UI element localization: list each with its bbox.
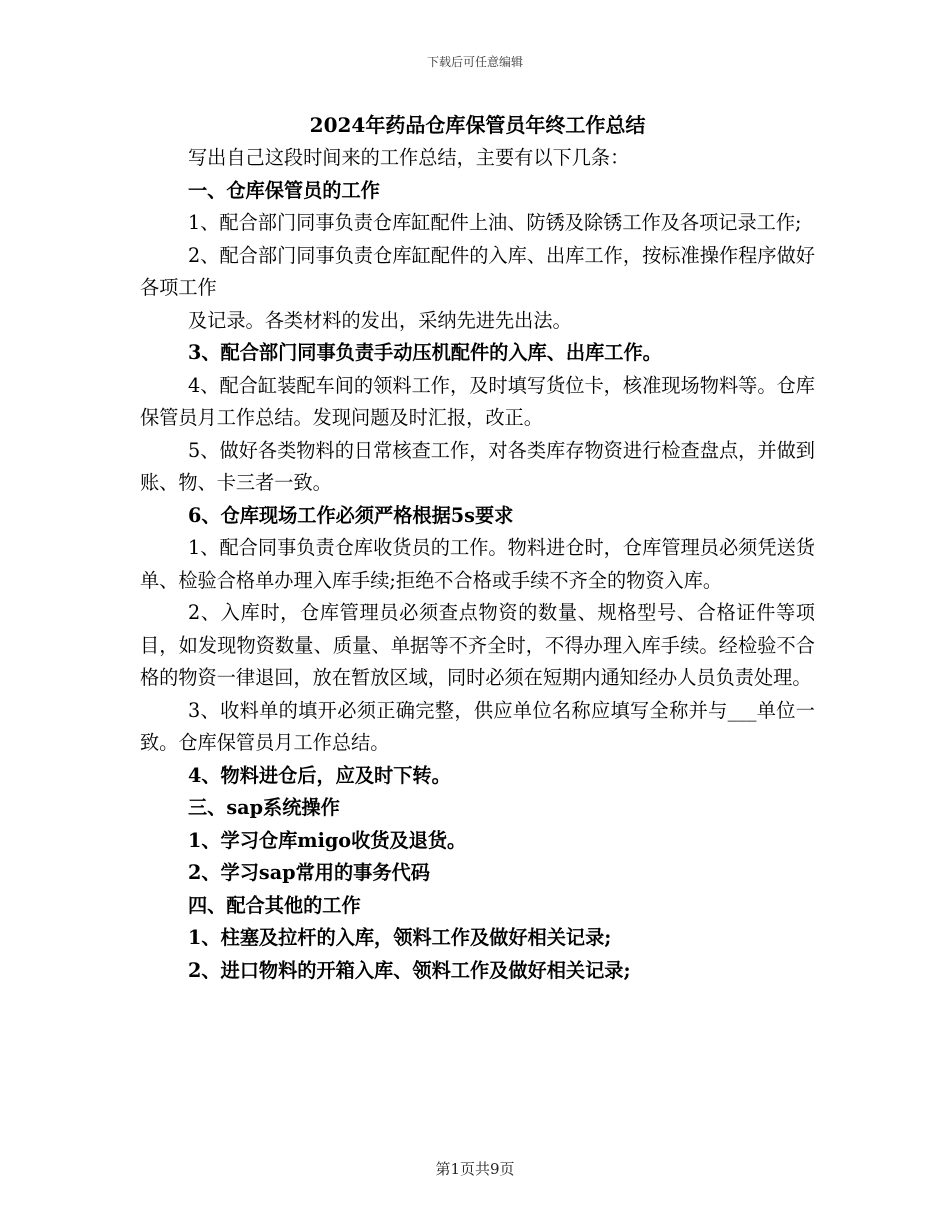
- list-item-bold: 1、学习仓库migo收货及退货。: [188, 828, 467, 852]
- list-item-bold: 1、柱塞及拉杆的入库，领料工作及做好相关记录;: [188, 926, 612, 949]
- list-item: 1、配合同事负责仓库收货员的工作。物料进仓时，仓库管理员必须凭送货单、检验合格单办理入库手续;拒绝不合格或手续不齐全的物资入库。: [140, 536, 815, 592]
- section-heading-3: 三、sap系统操作: [188, 796, 340, 819]
- list-item-bold: 2、进口物料的开箱入库、领料工作及做好相关记录;: [188, 958, 631, 982]
- list-item-bold: 4、物料进仓后，应及时下转。: [188, 763, 451, 787]
- intro-paragraph: 写出自己这段时间来的工作总结，主要有以下几条：: [188, 146, 630, 169]
- document-body: [140, 108, 815, 987]
- list-item-bold: 2、学习sap常用的事务代码: [188, 861, 430, 884]
- list-item: 1、配合部门同事负责仓库缸配件上油、防锈及除锈工作及各项记录工作;: [188, 211, 802, 234]
- list-item-bold: 6、仓库现场工作必须严格根据5s要求: [188, 503, 514, 527]
- list-item-bold: 3、配合部门同事负责手动压机配件的入库、出库工作。: [188, 341, 662, 364]
- section-heading-1: 一、仓库保管员的工作: [188, 178, 380, 202]
- header-note: 下载后可任意编辑: [426, 55, 523, 69]
- page-number: 第1页共9页: [435, 1160, 515, 1178]
- list-item: 5、做好各类物料的日常核查工作，对各类库存物资进行检查盘点，并做到账、物、卡三者一致。: [140, 438, 815, 494]
- document-title: 2024年药品仓库保管员年终工作总结: [309, 113, 646, 137]
- section-heading-4: 四、配合其他的工作: [188, 893, 361, 917]
- list-item: 4、配合缸装配车间的领料工作，及时填写货位卡，核准现场物料等。仓库保管员月工作总结。发现问题及时汇报，改正。: [140, 373, 815, 429]
- list-item: 2、配合部门同事负责仓库缸配件的入库、出库工作，按标准操作程序做好各项工作: [140, 243, 815, 299]
- list-item-continuation: 及记录。各类材料的发出，采纳先进先出法。: [188, 308, 572, 332]
- list-item: 2、入库时，仓库管理员必须查点物资的数量、规格型号、合格证件等项目，如发现物资数量、质量、单据等不齐全时，不得办理入库手续。经检验不合格的物资一律退回，放在暂放区域，同时必须在短期内通知经办人员负责处理。: [140, 601, 815, 689]
- list-item: 3、收料单的填开必须正确完整，供应单位名称应填写全称并与___单位一致。仓库保管员月工作总结。: [140, 698, 815, 754]
